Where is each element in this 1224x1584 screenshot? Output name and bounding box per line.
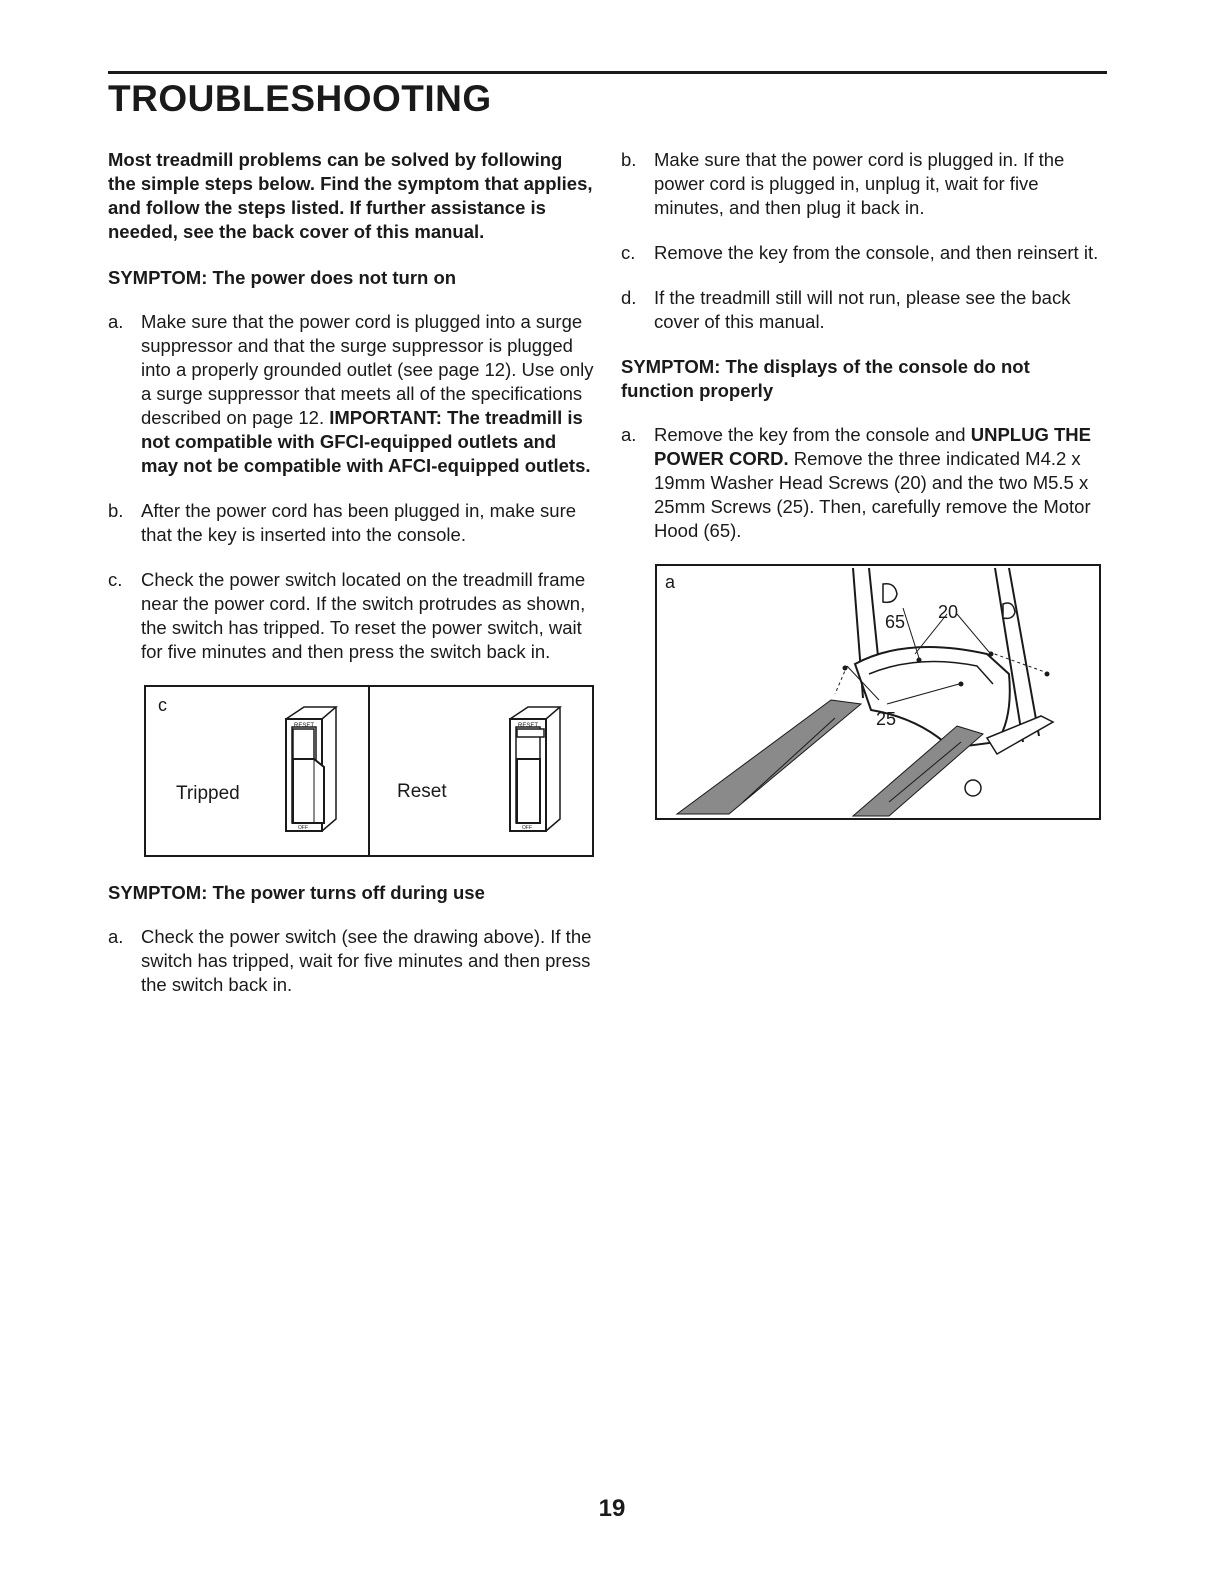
rocker-top-bar	[293, 729, 314, 759]
motor-hood-figure	[655, 564, 1101, 820]
step-power-off-b	[621, 148, 1107, 220]
symptom-heading-power-off-during-use: SYMPTOM: The power turns off during use	[108, 882, 485, 903]
tripped-switch-icon	[282, 705, 342, 839]
step-power-not-on-b	[108, 499, 594, 547]
reset-panel	[368, 687, 592, 855]
title-rule	[108, 71, 1107, 74]
unplug-warning: UNPLUG THE POWER CORD.	[654, 424, 1091, 469]
rocker-paddle	[293, 759, 324, 823]
step-text: Check the power switch (see the drawing above). If the switch has tripped, wait for five minutes and then press the switch back in.	[141, 926, 592, 995]
treadmill-drawing	[657, 566, 1099, 818]
symptom-heading-power-not-on: SYMPTOM: The power does not turn on	[108, 267, 457, 288]
callout-65: 65	[885, 612, 906, 632]
switch-reset-text: RESET	[294, 723, 315, 729]
left-column	[108, 148, 594, 1018]
figure-label: a	[665, 572, 676, 592]
switch-reset-text: RESET	[518, 723, 539, 729]
left-rail	[677, 700, 861, 814]
step-letter: a.	[621, 424, 637, 445]
tripped-panel	[146, 687, 368, 855]
intro-paragraph: Most treadmill problems can be solved by following the simple steps below. Find the symptom that applies, and follow the steps listed. If further assistance is needed, see the back cover of this manual.	[108, 149, 593, 242]
step-power-not-on-a	[108, 310, 594, 478]
console-knob-icon	[883, 584, 897, 603]
step-letter: c.	[108, 569, 123, 590]
step-text: Remove the key from the console, and then reinsert it.	[654, 242, 1099, 263]
switch-off-text: OFF	[522, 825, 532, 831]
step-text: After the power cord has been plugged in, make sure that the key is inserted into the console.	[141, 500, 577, 545]
tripped-label: Tripped	[176, 783, 240, 804]
console-knob-icon	[1003, 603, 1015, 618]
step-letter: a.	[108, 311, 124, 332]
rocker-paddle	[517, 759, 540, 823]
step-letter: b.	[621, 149, 637, 170]
screw-icon	[917, 658, 922, 663]
step-letter: a.	[108, 926, 124, 947]
wheel-icon	[965, 780, 981, 796]
step-power-off-c	[621, 241, 1107, 265]
callout-25: 25	[876, 709, 897, 729]
step-letter: c.	[621, 242, 636, 263]
right-column	[621, 148, 1107, 820]
reset-label: Reset	[397, 781, 447, 802]
switch-off-text: OFF	[298, 825, 308, 831]
step-power-off-a	[108, 925, 594, 997]
screw-icon	[989, 652, 994, 657]
power-switch-figure	[144, 685, 594, 857]
step-letter: d.	[621, 287, 637, 308]
important-note: IMPORTANT: The treadmill is not compatible with GFCI-equipped outlets and may not be compatible with AFCI-equipped outlets.	[141, 407, 591, 476]
step-letter: b.	[108, 500, 124, 521]
symptom-heading-displays: SYMPTOM: The displays of the console do not function properly	[621, 356, 1030, 401]
step-text: If the treadmill still will not run, please see the back cover of this manual.	[654, 287, 1071, 332]
step-body	[141, 310, 594, 478]
reset-switch-icon	[506, 705, 566, 839]
callout-20: 20	[938, 602, 959, 622]
page-title: TROUBLESHOOTING	[108, 78, 492, 119]
screw-icon	[843, 666, 848, 671]
step-body	[654, 423, 1107, 543]
right-rail	[853, 726, 983, 816]
step-text: Make sure that the power cord is plugged in. If the power cord is plugged in, unplug it, wait for five minutes, and then plug it back in.	[654, 149, 1065, 218]
step-displays-a	[621, 423, 1107, 543]
screw-icon	[959, 682, 964, 687]
screw-icon	[1045, 672, 1050, 677]
step-text: Check the power switch located on the treadmill frame near the power cord. If the switch protrudes as shown, the switch has tripped. To reset the power switch, wait for five minutes and then press the switch back in.	[141, 569, 586, 662]
step-text: Remove the key from the console and	[654, 424, 971, 445]
step-text: Make sure that the power cord is plugged into a surge suppressor and that the surge suppressor is plugged into a properly grounded outlet (see page 12). Use only a surge suppressor that meets all of the specifications described on page 12.	[141, 311, 594, 428]
step-text: Remove the three indicated M4.2 x 19mm Washer Head Screws (20) and the two M5.5 x 25mm Screws (25). Then, carefully remove the Motor Hood (65).	[654, 448, 1091, 541]
page-number: 19	[598, 1495, 626, 1522]
step-power-off-d	[621, 286, 1107, 334]
figure-label: c	[158, 695, 167, 715]
step-power-not-on-c	[108, 568, 594, 664]
